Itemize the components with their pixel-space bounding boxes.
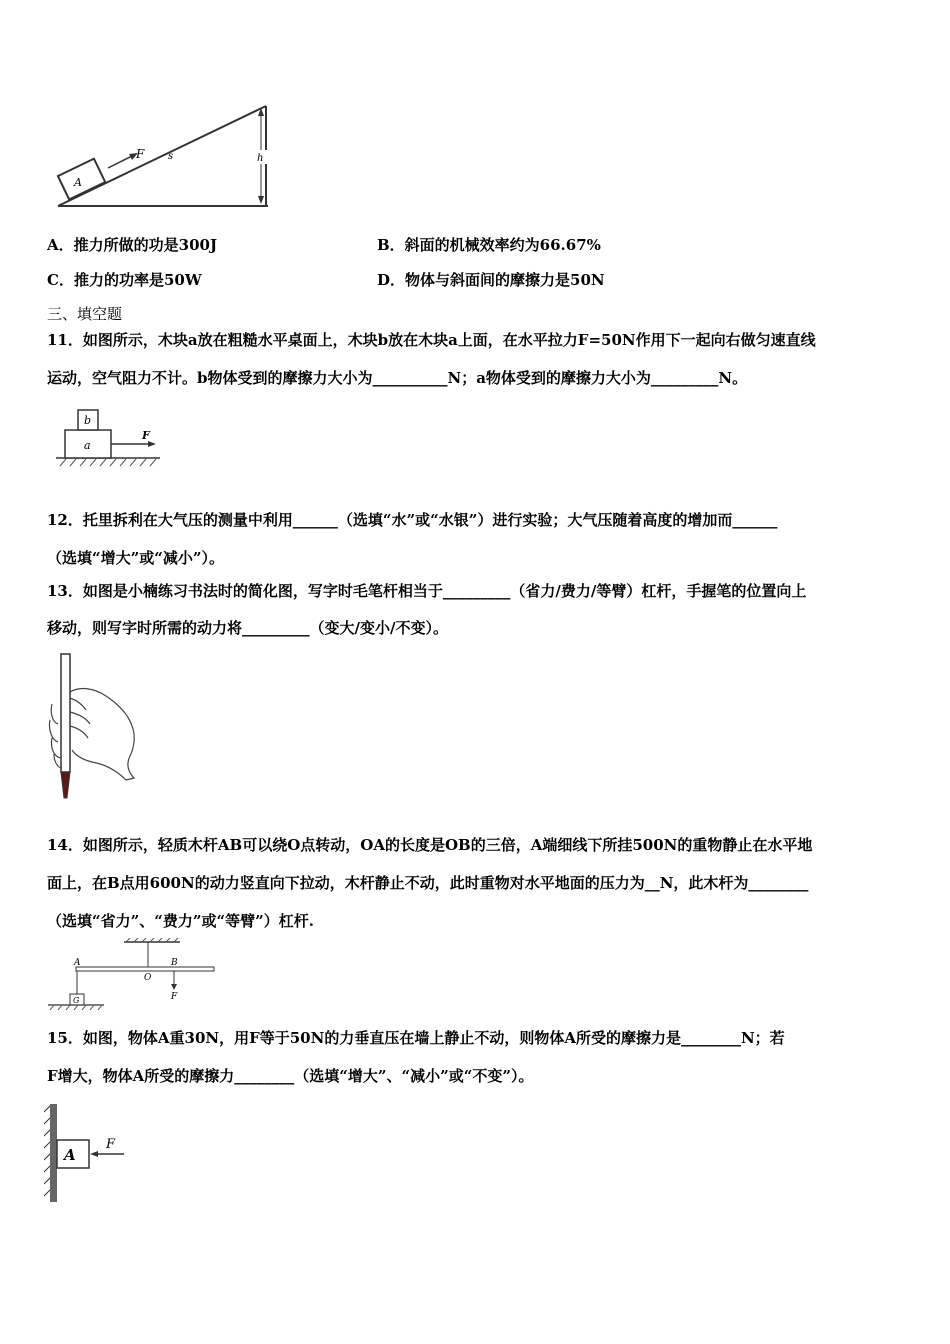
q11-line2: 运动，空气阻力不计。b物体受到的摩擦力大小为__________N；a物体受到的摩擦力大小为_________N。 <box>47 369 748 387</box>
press-force-label: F <box>106 1137 116 1152</box>
pull-force-label: F <box>142 429 150 442</box>
q15-line2: F增大，物体A所受的摩擦力________（选填“增大”、“减小”或“不变”）。 <box>47 1067 534 1085</box>
q13-line2: 移动，则写字时所需的动力将_________（变大/变小/不变）。 <box>47 619 448 637</box>
q11-line1: 11．如图所示，木块a放在粗糙水平桌面上，木块b放在木块a上面，在水平拉力F=50N作用下一起向右做匀速直线 <box>47 331 816 349</box>
q10-option-b: B．斜面的机械效率约为66.67% <box>377 236 601 254</box>
press-force-arrowhead <box>90 1151 98 1157</box>
wall <box>50 1104 57 1202</box>
block-b-label: b <box>84 414 92 427</box>
incline-figure <box>48 100 278 212</box>
incline-h-arrow-bottom <box>258 196 264 204</box>
lever-point-b-label: B <box>171 958 178 968</box>
q10-option-d: D．物体与斜面间的摩擦力是50N <box>377 271 605 289</box>
q14-line3: （选填“省力”、“费力”或“等臂”）杠杆. <box>47 912 314 930</box>
brush-tip <box>61 772 70 798</box>
wall-block-figure <box>44 1102 134 1204</box>
q15-line1: 15．如图，物体A重30N，用F等于50N的力垂直压在墙上静止不动，则物体A所受的摩擦力是________N；若 <box>47 1029 785 1047</box>
q12-line1: 12．托里拆利在大气压的测量中利用______（选填“水”或“水银”）进行实验；大气压随着高度的增加而______ <box>47 511 778 529</box>
section-heading-fill-in: 三、填空题 <box>47 305 123 323</box>
incline-h-label: h <box>257 153 264 164</box>
weight-g-label: G <box>73 996 80 1005</box>
q10-option-c: C．推力的功率是50W <box>47 271 202 289</box>
blocks-figure <box>56 408 160 468</box>
incline-force-label: F <box>136 147 145 161</box>
block-a-label: a <box>84 439 91 452</box>
brush-shaft <box>61 654 70 772</box>
incline-block-label: A <box>74 176 82 189</box>
incline-slope <box>58 106 266 206</box>
incline-s-label: s <box>168 151 174 162</box>
force-b-label: F <box>171 992 178 1002</box>
q14-line2: 面上，在B点用600N的动力竖直向下拉动，木杆静止不动，此时重物对水平地面的压力为__N，此木杆为________ <box>47 874 809 892</box>
brush-hand-figure <box>46 652 142 802</box>
incline-force-arrow <box>108 155 134 168</box>
q14-line1: 14．如图所示，轻质木杆AB可以绕O点转动，OA的长度是OB的三倍，A端细线下所挂500N的重物静止在水平地 <box>47 836 813 854</box>
lever-bar <box>76 967 214 971</box>
force-b-arrowhead <box>171 984 177 990</box>
q13-line1: 13．如图是小楠练习书法时的简化图，写字时毛笔杆相当于_________（省力/费力/等臂）杠杆，手握笔的位置向上 <box>47 582 807 600</box>
lever-figure <box>44 938 220 1010</box>
q10-option-a: A．推力所做的功是300J <box>47 236 218 254</box>
block-a-label: A <box>64 1146 76 1164</box>
lever-point-a-label: A <box>74 958 81 968</box>
q12-line2: （选填“增大”或“减小”）。 <box>47 549 225 567</box>
lever-point-o-label: O <box>144 973 152 983</box>
